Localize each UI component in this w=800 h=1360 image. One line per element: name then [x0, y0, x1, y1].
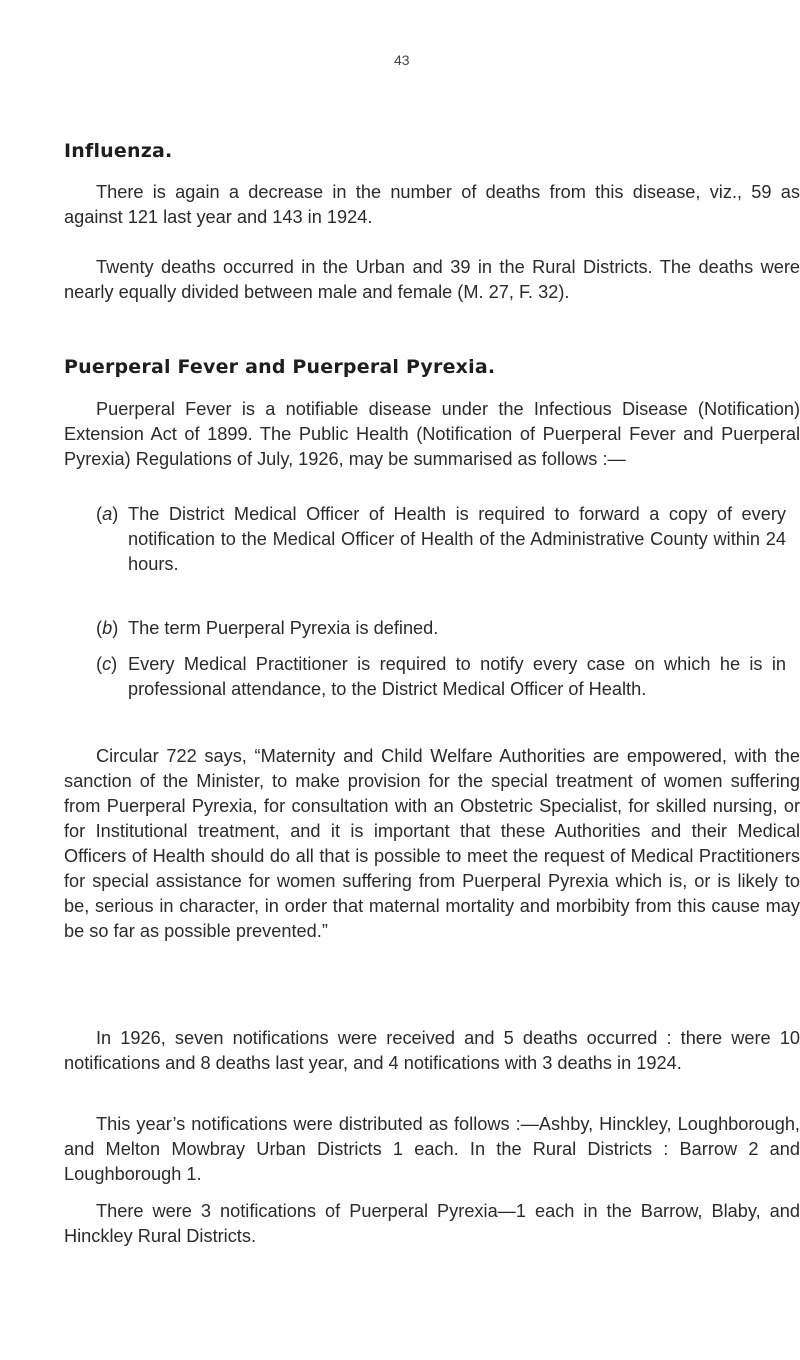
influenza-paragraph-2: Twenty deaths occurred in the Urban and 39 in the Rural Districts. The deaths were nearly equally divided between male and female (M. 27, F. 32). [64, 257, 800, 302]
list-item [96, 616, 786, 641]
list-item-label: (b) [96, 618, 119, 638]
circular-quote-paragraph: Circular 722 says, “Maternity and Child Welfare Authorities are empowered, with the sanction of the Minister, to make provision for the special treatment of women suffering from Puerperal Pyrexia, for consultation with an Obstetric Specialist, for skilled nursing, or for Institutional treatment, and it is important that these Authorities and their Medical Officers of Health should do all that is possible to meet the request of Medical Practitioners for special assistance for women suffering from Puerperal Pyrexia which is, or is likely to be, serious in character, in order that maternal mortality and morbibity from this cause may be so far as possible prevented.” [64, 746, 800, 941]
list-item-label: (a) [96, 504, 119, 524]
influenza-heading: Influenza. [64, 140, 173, 162]
list-item [96, 502, 786, 577]
list-item-text: The District Medical Officer of Health is required to forward a copy of every notification to the Medical Officer of Health of the Administrative County within 24 hours. [128, 504, 786, 574]
puerperal-heading: Puerperal Fever and Puerperal Pyrexia. [64, 356, 496, 378]
page-number: 43 [394, 52, 410, 68]
list-item-text: The term Puerperal Pyrexia is defined. [128, 618, 439, 638]
pyrexia-notifications-paragraph: There were 3 notifications of Puerperal Pyrexia—1 each in the Barrow, Blaby, and Hinckley Rural Districts. [64, 1201, 800, 1246]
list-item-label: (c) [96, 654, 118, 674]
list-item [96, 652, 786, 702]
list-item-text: Every Medical Practitioner is required to notify every case on which he is in professional attendance, to the District Medical Officer of Health. [128, 654, 786, 699]
influenza-paragraph-1: There is again a decrease in the number of deaths from this disease, viz., 59 as against 121 last year and 143 in 1924. [64, 182, 800, 227]
distribution-paragraph: This year’s notifications were distributed as follows :—Ashby, Hinckley, Loughborough, and Melton Mowbray Urban Districts 1 each. In the Rural Districts : Barrow 2 and Loughborough 1. [64, 1114, 800, 1184]
notifications-1926-paragraph: In 1926, seven notifications were received and 5 deaths occurred : there were 10 notifications and 8 deaths last year, and 4 notifications with 3 deaths in 1924. [64, 1028, 800, 1073]
puerperal-intro-paragraph: Puerperal Fever is a notifiable disease under the Infectious Disease (Notification) Extension Act of 1899. The Public Health (Notification of Puerperal Fever and Puerperal Pyrexia) Regulations of July, 1926, may be summarised as follows :— [64, 399, 800, 469]
